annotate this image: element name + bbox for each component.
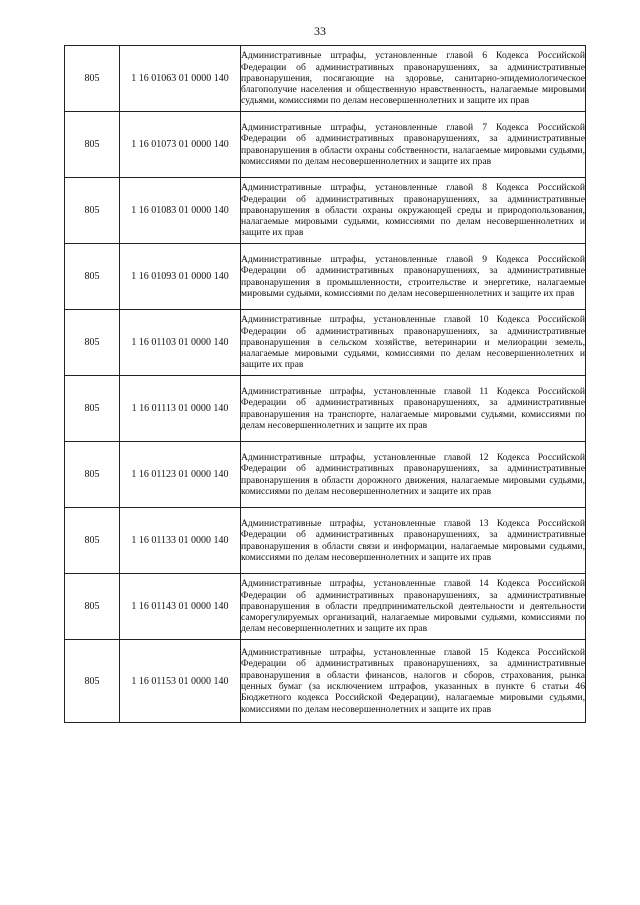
table-row — [65, 178, 586, 244]
admin-code-cell: 805 — [65, 574, 120, 640]
kbk-cell: 1 16 01093 01 0000 140 — [120, 244, 241, 310]
description-cell: Административные штрафы, установленные главой 15 Кодекса Российской Федерации об административных правонарушениях, за административные правонарушения в области финансов, налогов и сборов, страхования, рынка ценных бумаг (за исключением штрафов, указанных в пункте 6 статьи 46 Бюджетного кодекса Российской Федерации), налагаемые мировыми судьями, комиссиями по делам несовершеннолетних и защите их прав — [241, 640, 586, 723]
admin-code-cell: 805 — [65, 376, 120, 442]
description-cell: Административные штрафы, установленные главой 8 Кодекса Российской Федерации об административных правонарушениях, за административные правонарушения в области охраны окружающей среды и природопользования, налагаемые мировыми судьями, комиссиями по делам несовершеннолетних и защите их прав — [241, 178, 586, 244]
description-cell: Административные штрафы, установленные главой 11 Кодекса Российской Федерации об административных правонарушениях, за административные правонарушения на транспорте, налагаемые мировыми судьями, комиссиями по делам несовершеннолетних и защите их прав — [241, 376, 586, 442]
description-cell: Административные штрафы, установленные главой 13 Кодекса Российской Федерации об административных правонарушениях, за административные правонарушения в области связи и информации, налагаемые мировыми судьями, комиссиями по делам несовершеннолетних и защите их прав — [241, 508, 586, 574]
table-row — [65, 508, 586, 574]
kbk-cell: 1 16 01153 01 0000 140 — [120, 640, 241, 723]
kbk-cell: 1 16 01143 01 0000 140 — [120, 574, 241, 640]
budget-code-table — [64, 45, 586, 723]
table-row — [65, 442, 586, 508]
admin-code-cell: 805 — [65, 112, 120, 178]
kbk-cell: 1 16 01073 01 0000 140 — [120, 112, 241, 178]
description-cell: Административные штрафы, установленные главой 14 Кодекса Российской Федерации об административных правонарушениях, за административные правонарушения в области предпринимательской деятельности и деятельности саморегулируемых организаций, налагаемые мировыми судьями, комиссиями по делам несовершеннолетних и защите их прав — [241, 574, 586, 640]
admin-code-cell: 805 — [65, 640, 120, 723]
table-row — [65, 574, 586, 640]
kbk-cell: 1 16 01123 01 0000 140 — [120, 442, 241, 508]
kbk-cell: 1 16 01083 01 0000 140 — [120, 178, 241, 244]
admin-code-cell: 805 — [65, 46, 120, 112]
table-row — [65, 376, 586, 442]
kbk-cell: 1 16 01063 01 0000 140 — [120, 46, 241, 112]
kbk-cell: 1 16 01103 01 0000 140 — [120, 310, 241, 376]
page-number: 33 — [314, 24, 326, 38]
kbk-cell: 1 16 01133 01 0000 140 — [120, 508, 241, 574]
table-row — [65, 112, 586, 178]
admin-code-cell: 805 — [65, 178, 120, 244]
kbk-cell: 1 16 01113 01 0000 140 — [120, 376, 241, 442]
table-row — [65, 46, 586, 112]
table-row — [65, 310, 586, 376]
description-cell: Административные штрафы, установленные главой 7 Кодекса Российской Федерации об административных правонарушениях, за административные правонарушения в области охраны собственности, налагаемые мировыми судьями, комиссиями по делам несовершеннолетних и защите их прав — [241, 112, 586, 178]
table-row — [65, 640, 586, 723]
table-row — [65, 244, 586, 310]
description-cell: Административные штрафы, установленные главой 10 Кодекса Российской Федерации об административных правонарушениях, за административные правонарушения в сельском хозяйстве, ветеринарии и мелиорации земель, налагаемые мировыми судьями, комиссиями по делам несовершеннолетних и защите их прав — [241, 310, 586, 376]
admin-code-cell: 805 — [65, 442, 120, 508]
description-cell: Административные штрафы, установленные главой 6 Кодекса Российской Федерации об административных правонарушениях, за административные правонарушения, посягающие на здоровье, санитарно-эпидемиологическое благополучие населения и общественную нравственность, налагаемые мировыми судьями, комиссиями по делам несовершеннолетних и защите их прав — [241, 46, 586, 112]
description-cell: Административные штрафы, установленные главой 9 Кодекса Российской Федерации об административных правонарушениях, за административные правонарушения в промышленности, строительстве и энергетике, налагаемые мировыми судьями, комиссиями по делам несовершеннолетних и защите их прав — [241, 244, 586, 310]
description-cell: Административные штрафы, установленные главой 12 Кодекса Российской Федерации об административных правонарушениях, за административные правонарушения в области дорожного движения, налагаемые мировыми судьями, комиссиями по делам несовершеннолетних и защите их прав — [241, 442, 586, 508]
admin-code-cell: 805 — [65, 508, 120, 574]
admin-code-cell: 805 — [65, 310, 120, 376]
admin-code-cell: 805 — [65, 244, 120, 310]
